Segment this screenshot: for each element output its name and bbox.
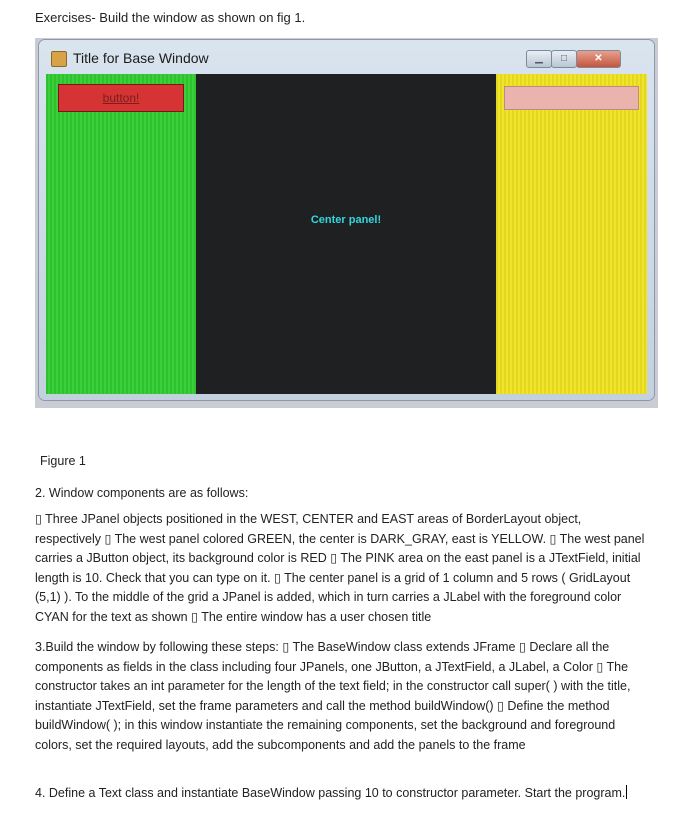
center-panel (196, 74, 496, 394)
text-cursor (626, 785, 627, 799)
base-window (39, 40, 654, 400)
pink-text-field[interactable] (504, 86, 639, 110)
window-title: Title for Base Window (73, 50, 209, 66)
section-3-body: 3.Build the window by following these steps: ▯ The BaseWindow class extends JFrame ▯ Declare all the components as fields in the class including four JPanels, one JButton, a JTextField, a JLabel, a Color ▯ The constructor takes an int parameter for the length of the text field; in the constructor call super( ) with the title, instantiate JTextField, set the frame parameters and call the method buildWindow() ▯ Define the method buildWindow( ); in this window instantiate the remaining components, set the background and foreground colors, set the required layouts, add the subcomponents and add the panels to the frame (35, 640, 631, 752)
section-2-title: 2. Window components are as follows: (35, 486, 249, 500)
section-4-body (35, 784, 650, 804)
section-2-body: ▯ Three JPanel objects positioned in the WEST, CENTER and EAST areas of BorderLayout object, respectively ▯ The west panel colored GREEN, the center is DARK_GRAY, east is YELLOW. ▯ The west panel carries a JButton object, its background color is RED ▯ The PINK area on the east panel is a JTextField, initial length is 10. Check that you can type on it. ▯ The center panel is a grid of 1 column and 5 rows ( GridLayout (5,1) ). To the middle of the grid a JPanel is added, which in turn carries a JLabel with the foreground color CYAN for the text as shown ▯ The entire window has a user chosen title (35, 512, 645, 624)
window-content (46, 74, 647, 394)
center-label: Center panel! (310, 214, 382, 226)
west-panel (46, 74, 196, 394)
figure-caption: Figure 1 (40, 454, 86, 468)
figure-photo (35, 38, 658, 408)
maximize-icon[interactable]: □ (551, 50, 577, 68)
java-app-icon (51, 51, 67, 67)
east-panel (496, 74, 647, 394)
exercise-heading: Exercises- Build the window as shown on fig 1. (35, 10, 306, 25)
close-icon[interactable]: ✕ (576, 50, 621, 68)
section-4-text: 4. Define a Text class and instantiate BaseWindow passing 10 to constructor parameter. Start the program. (35, 786, 626, 800)
minimize-icon[interactable]: ▁ (526, 50, 552, 68)
window-titlebar[interactable] (39, 40, 654, 72)
red-button[interactable]: button! (58, 84, 184, 112)
